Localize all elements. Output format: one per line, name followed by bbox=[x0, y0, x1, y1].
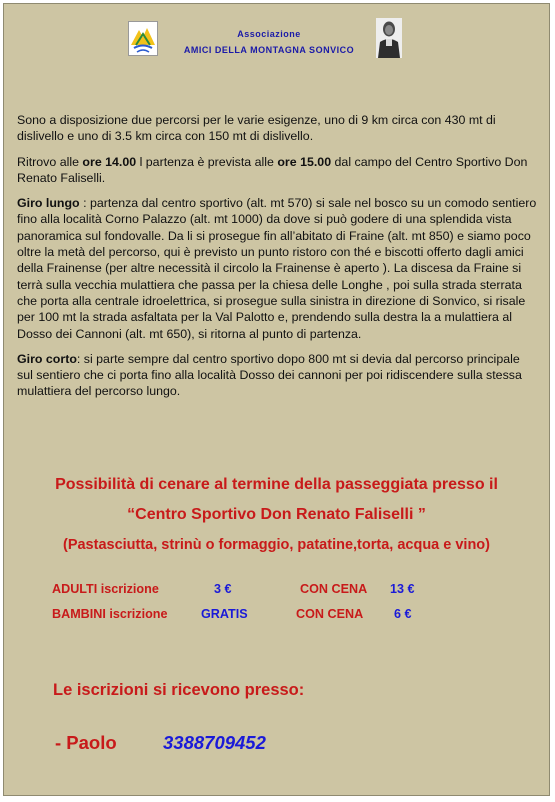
price-row-adults bbox=[52, 582, 532, 607]
intro-paragraph: Sono a disposizione due percorsi per le varie esigenze, uno di 9 km circa con 430 mt di dislivello e uno di 3.5 km circa con 150 mt di dislivello. bbox=[17, 113, 496, 144]
dinner-notice-line: Possibilità di cenare al termine della passeggiata presso il bbox=[55, 476, 498, 493]
long-route-title: Giro lungo bbox=[17, 196, 80, 211]
short-route-text: : si parte sempre dal centro sportivo dopo 800 mt si devia dal percorso principale sul sentiero che ci porta fino alla località Dosso dei cannoni per poi ridiscendere sulla stessa mulattiera del percorso lungo. bbox=[17, 351, 522, 399]
meeting-text: l partenza è prevista alle bbox=[136, 154, 278, 169]
meeting-text: dal campo del Centro Sportivo Don Renato Faliselli. bbox=[17, 154, 528, 185]
dinner-menu: (Pastasciutta, strinù o formaggio, patatine,torta, acqua e vino) bbox=[62, 537, 490, 553]
meeting-time: ore 14.00 bbox=[82, 154, 137, 169]
dinner-label: CON CENA bbox=[300, 582, 368, 596]
short-route-paragraph bbox=[17, 351, 539, 400]
price-list bbox=[52, 582, 532, 632]
description bbox=[17, 112, 539, 409]
short-route-title: Giro corto bbox=[17, 351, 77, 366]
contact-line bbox=[55, 732, 455, 758]
dinner-label: CON CENA bbox=[296, 607, 364, 621]
price-label: BAMBINI iscrizione bbox=[52, 607, 168, 621]
header bbox=[4, 4, 549, 64]
meeting-text: Ritrovo alle bbox=[17, 154, 83, 169]
dinner-fee: 6 € bbox=[394, 607, 412, 621]
portrait-photo-icon bbox=[376, 18, 402, 58]
contact-phone: 3388709452 bbox=[163, 732, 266, 753]
price-row-children bbox=[52, 607, 532, 632]
dinner-venue: “Centro Sportivo Don Renato Faliselli ” bbox=[127, 506, 426, 523]
registration-title: Le iscrizioni si ricevono presso: bbox=[53, 681, 305, 699]
price-fee: GRATIS bbox=[201, 607, 248, 621]
price-label: ADULTI iscrizione bbox=[52, 582, 159, 596]
dinner-notice bbox=[4, 470, 549, 557]
long-route-text: : partenza dal centro sportivo (alt. mt 570) si sale nel bosco su un comodo sentiero fino alla località Corno Palazzo (alt. mt 1000) da dove si può godere di una splendida vista panoramica sul fondovalle. Da li si prosegue fin all’abitato di Fraine (alt. mt 850) e siamo poco oltre la metà del percorso, qui è previsto un punto ristoro con thé e biscotti offerto dagli amici della Frainense (per altre necessità il circolo la Frainense è aperto ). La discesa da Fraine si terrà sulla vecchia mulattiera che passa per la chiesa delle Longhe , poi sulla strada sterrata che porta alla centrale idroelettrica, si prosegue sulla sinistra in direzione di Sonvico, si risale per 100 mt la strada asfaltata per la Val Palotto e, prendendo sulla destra la a mulattiera al Dosso dei Cannoni (alt. mt 650), si ritorna al punto di partenza. bbox=[17, 196, 537, 341]
long-route-paragraph bbox=[17, 195, 539, 342]
price-fee: 3 € bbox=[214, 582, 232, 596]
meeting-paragraph bbox=[17, 154, 539, 187]
association-label: Associazione bbox=[237, 29, 301, 39]
contact-name: - Paolo bbox=[55, 732, 117, 753]
departure-time: ore 15.00 bbox=[277, 154, 332, 169]
association-name bbox=[169, 26, 369, 58]
dinner-fee: 13 € bbox=[390, 582, 415, 596]
mountain-logo-icon bbox=[128, 21, 158, 56]
association-title: AMICI DELLA MONTAGNA SONVICO bbox=[183, 45, 355, 55]
flyer-page bbox=[3, 3, 550, 796]
